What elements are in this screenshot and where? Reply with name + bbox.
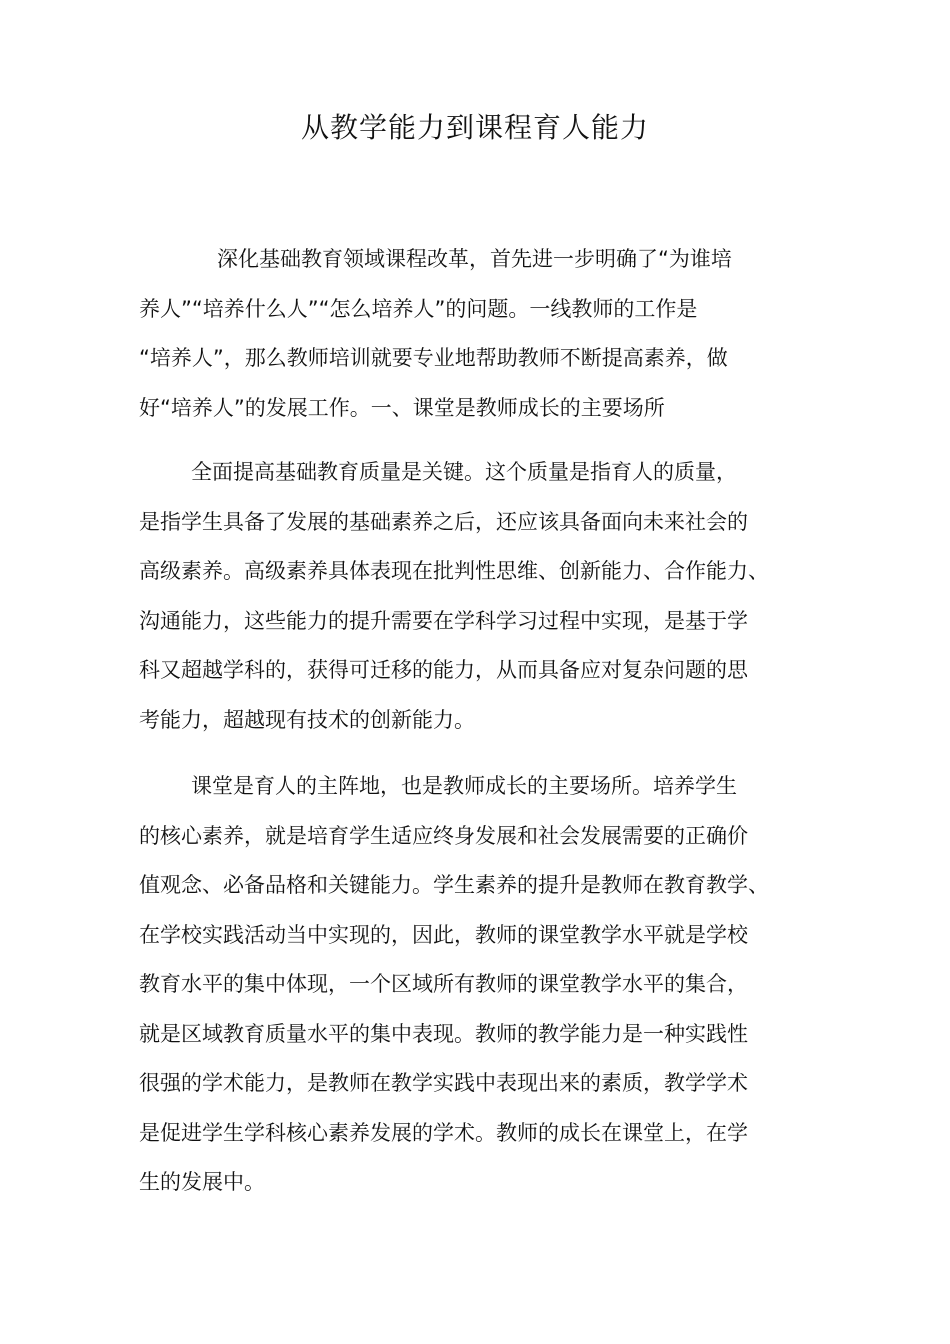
- paragraph-line: 就是区域教育质量水平的集中表现。教师的教学能力是一种实践性: [139, 1021, 748, 1046]
- paragraph-line: 是指学生具备了发展的基础素养之后，还应该具备面向未来社会的: [139, 509, 748, 534]
- paragraph-3: [139, 762, 833, 1208]
- paragraph-line: 是促进学生学科核心素养发展的学术。教师的成长在课堂上，在学: [139, 1120, 748, 1145]
- paragraph-line: 沟通能力，这些能力的提升需要在学科学习过程中实现，是基于学: [139, 608, 748, 633]
- paragraph-line: 科又超越学科的，获得可迁移的能力，从而具备应对复杂问题的思: [139, 658, 748, 682]
- paragraph-line: 很强的学术能力，是教师在教学实践中表现出来的素质，教学学术: [139, 1071, 748, 1095]
- paragraph-line: 的核心素养，就是培育学生适应终身发展和社会发展需要的正确价: [139, 823, 748, 848]
- paragraph-line: 教育水平的集中体现，一个区域所有教师的课堂教学水平的集合，: [139, 972, 748, 996]
- paragraph-2: [139, 448, 833, 745]
- paragraph-line: 课堂是育人的主阵地，也是教师成长的主要场所。培养学生: [191, 774, 737, 798]
- paragraph-line: 值观念、必备品格和关键能力。学生素养的提升是教师在教育教学、: [139, 873, 769, 897]
- paragraph-line: 高级素养。高级素养具体表现在批判性思维、创新能力、合作能力、: [139, 559, 769, 583]
- paragraph-line: 好“培养人”的发展工作。一、课堂是教师成长的主要场所: [139, 395, 665, 420]
- paragraph-line: “培养人”，那么教师培训就要专业地帮助教师不断提高素养，做: [139, 346, 728, 370]
- paragraph-line: 深化基础教育领域课程改革，首先进一步明确了“为谁培: [217, 247, 732, 271]
- paragraph-1: [139, 235, 833, 433]
- paragraph-line: 考能力，超越现有技术的创新能力。: [139, 707, 475, 732]
- paragraph-line: 在学校实践活动当中实现的，因此，教师的课堂教学水平就是学校: [139, 922, 748, 947]
- paragraph-line: 生的发展中。: [139, 1170, 265, 1194]
- paragraph-line: 养人”“培养什么人”“怎么培养人”的问题。一线教师的工作是: [139, 296, 698, 321]
- document-title: 从教学能力到课程育人能力: [300, 111, 649, 144]
- paragraph-line: 全面提高基础教育质量是关键。这个质量是指育人的质量，: [191, 460, 737, 484]
